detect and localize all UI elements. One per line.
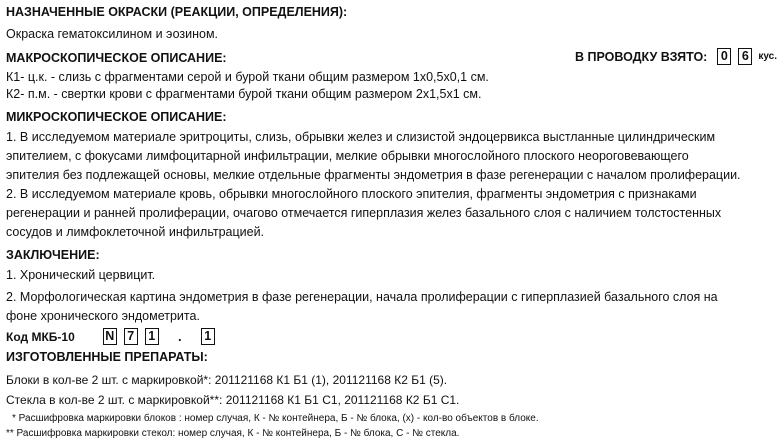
micro-line: эпителием, с фокусами лимфоцитарной инфильтрации, мелкие обрывки многослойного плоского неороговевающего [6,149,689,163]
footnote-blocks: * Расшифровка маркировки блоков : номер случая, К - № контейнера, Б - № блока, (х) - кол-во объектов в блоке. [12,413,539,424]
macro-line: К1- ц.к. - слизь с фрагментами серой и бурой ткани общим размером 1х0,5х0,1 см. [6,70,489,84]
taken-field [575,48,777,65]
stains-text: Окраска гематоксилином и эозином. [6,27,219,41]
conclusion-line: фоне хронического эндометрита. [6,309,200,323]
taken-label: В ПРОВОДКУ ВЗЯТО: [575,49,708,64]
preparations-heading: ИЗГОТОВЛЕННЫЕ ПРЕПАРАТЫ: [6,350,208,364]
taken-digit-box: 0 [717,48,731,65]
taken-digit-box: 6 [738,48,752,65]
icd-char-box: 1 [201,328,215,345]
icd-dot: . [177,329,182,344]
micro-heading: МИКРОСКОПИЧЕСКОЕ ОПИСАНИЕ: [6,110,227,124]
icd-char-box: 7 [124,328,138,345]
icd-field [6,328,215,345]
slides-line: Стекла в кол-ве 2 шт. с маркировкой**: 201121168 К1 Б1 С1, 201121168 К2 Б1 С1. [6,393,460,407]
blocks-line: Блоки в кол-ве 2 шт. с маркировкой*: 201121168 К1 Б1 (1), 201121168 К2 Б1 (5). [6,373,448,387]
conclusion-line: 1. Хронический цервицит. [6,268,156,282]
macro-line: К2- п.м. - свертки крови с фрагментами бурой ткани общим размером 2х1,5х1 см. [6,87,482,101]
stains-heading: НАЗНАЧЕННЫЕ ОКРАСКИ (РЕАКЦИИ, ОПРЕДЕЛЕНИЯ): [6,5,348,19]
taken-unit: кус. [758,51,777,62]
micro-line: 2. В исследуемом материале кровь, обрывки многослойного плоского эпителия, фрагменты эндометрия с признаками [6,187,697,201]
conclusion-heading: ЗАКЛЮЧЕНИЕ: [6,248,100,262]
micro-line: регенерации и ранней пролиферации, очагово отмечается гиперплазия желез базального слоя с наличием толстостенных [6,206,722,220]
conclusion-line: 2. Морфологическая картина эндометрия в фазе регенерации, начала пролиферации с гиперплазией базального слоя на [6,290,718,304]
micro-line: сосудов и лимфоклеточной инфильтрацией. [6,225,265,239]
icd-char-box: 1 [145,328,159,345]
macro-heading: МАКРОСКОПИЧЕСКОЕ ОПИСАНИЕ: [6,51,227,65]
micro-line: 1. В исследуемом материале эритроциты, слизь, обрывки желез и слизистой эндоцервикса выстланные цилиндрическим [6,130,716,144]
icd-label: Код МКБ-10 [6,329,75,344]
micro-line: эпителия без подлежащей основы, мелкие отдельные фрагменты эндометрия в фазе регенерации с началом пролиферации. [6,168,741,182]
footnote-slides: ** Расшифровка маркировки стекол: номер случая, К - № контейнера, Б - № блока, С - № стекла. [6,428,460,439]
icd-char-box: N [103,328,117,345]
